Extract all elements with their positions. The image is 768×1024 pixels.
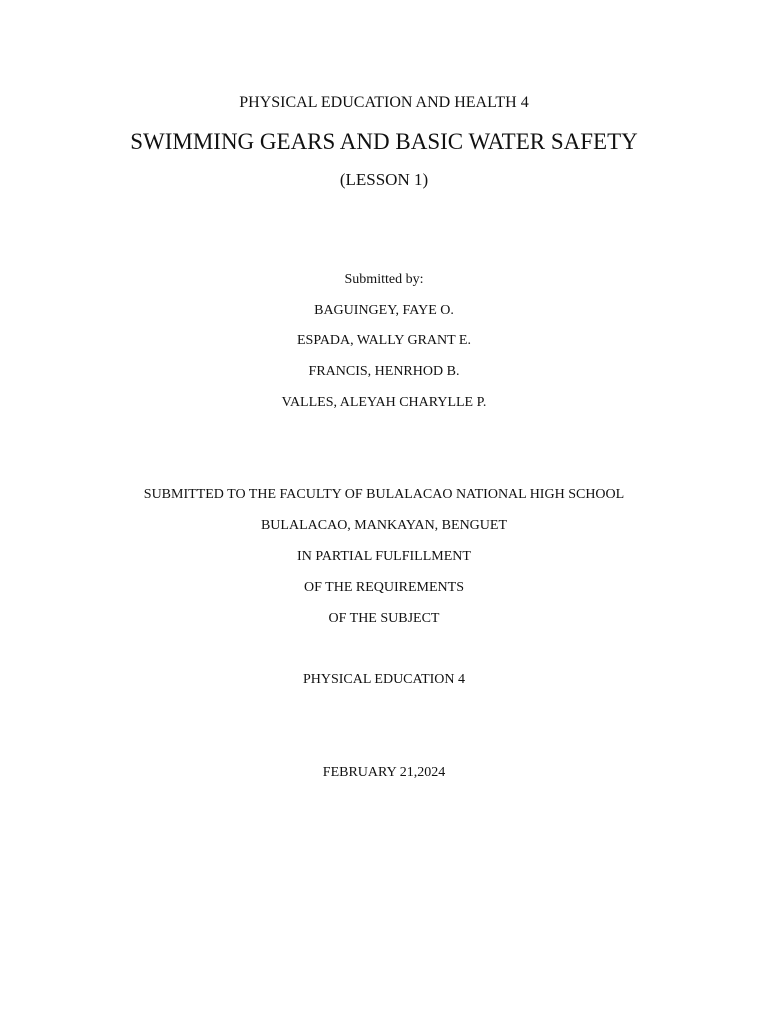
author-name: ESPADA, WALLY GRANT E. xyxy=(296,333,471,348)
author-name: FRANCIS, HENRHOD B. xyxy=(308,364,460,379)
submission-statement-line: IN PARTIAL FULFILLMENT xyxy=(297,549,471,564)
author-name: VALLES, ALEYAH CHARYLLE P. xyxy=(281,395,487,410)
subject-name: PHYSICAL EDUCATION 4 xyxy=(302,672,466,687)
submission-date: FEBRUARY 21,2024 xyxy=(322,765,446,780)
submission-statement-line: SUBMITTED TO THE FACULTY OF BULALACAO NATIONAL HIGH SCHOOL xyxy=(143,487,625,502)
document-title: SWIMMING GEARS AND BASIC WATER SAFETY xyxy=(130,129,638,154)
submission-statement-line: OF THE SUBJECT xyxy=(328,611,440,626)
author-name: BAGUINGEY, FAYE O. xyxy=(314,303,454,318)
lesson-label: (LESSON 1) xyxy=(339,170,429,189)
subject-header: PHYSICAL EDUCATION AND HEALTH 4 xyxy=(239,94,529,111)
submitted-by-label: Submitted by: xyxy=(344,272,424,287)
submission-statement-line: BULALACAO, MANKAYAN, BENGUET xyxy=(260,518,508,533)
submission-statement-line: OF THE REQUIREMENTS xyxy=(304,580,464,595)
